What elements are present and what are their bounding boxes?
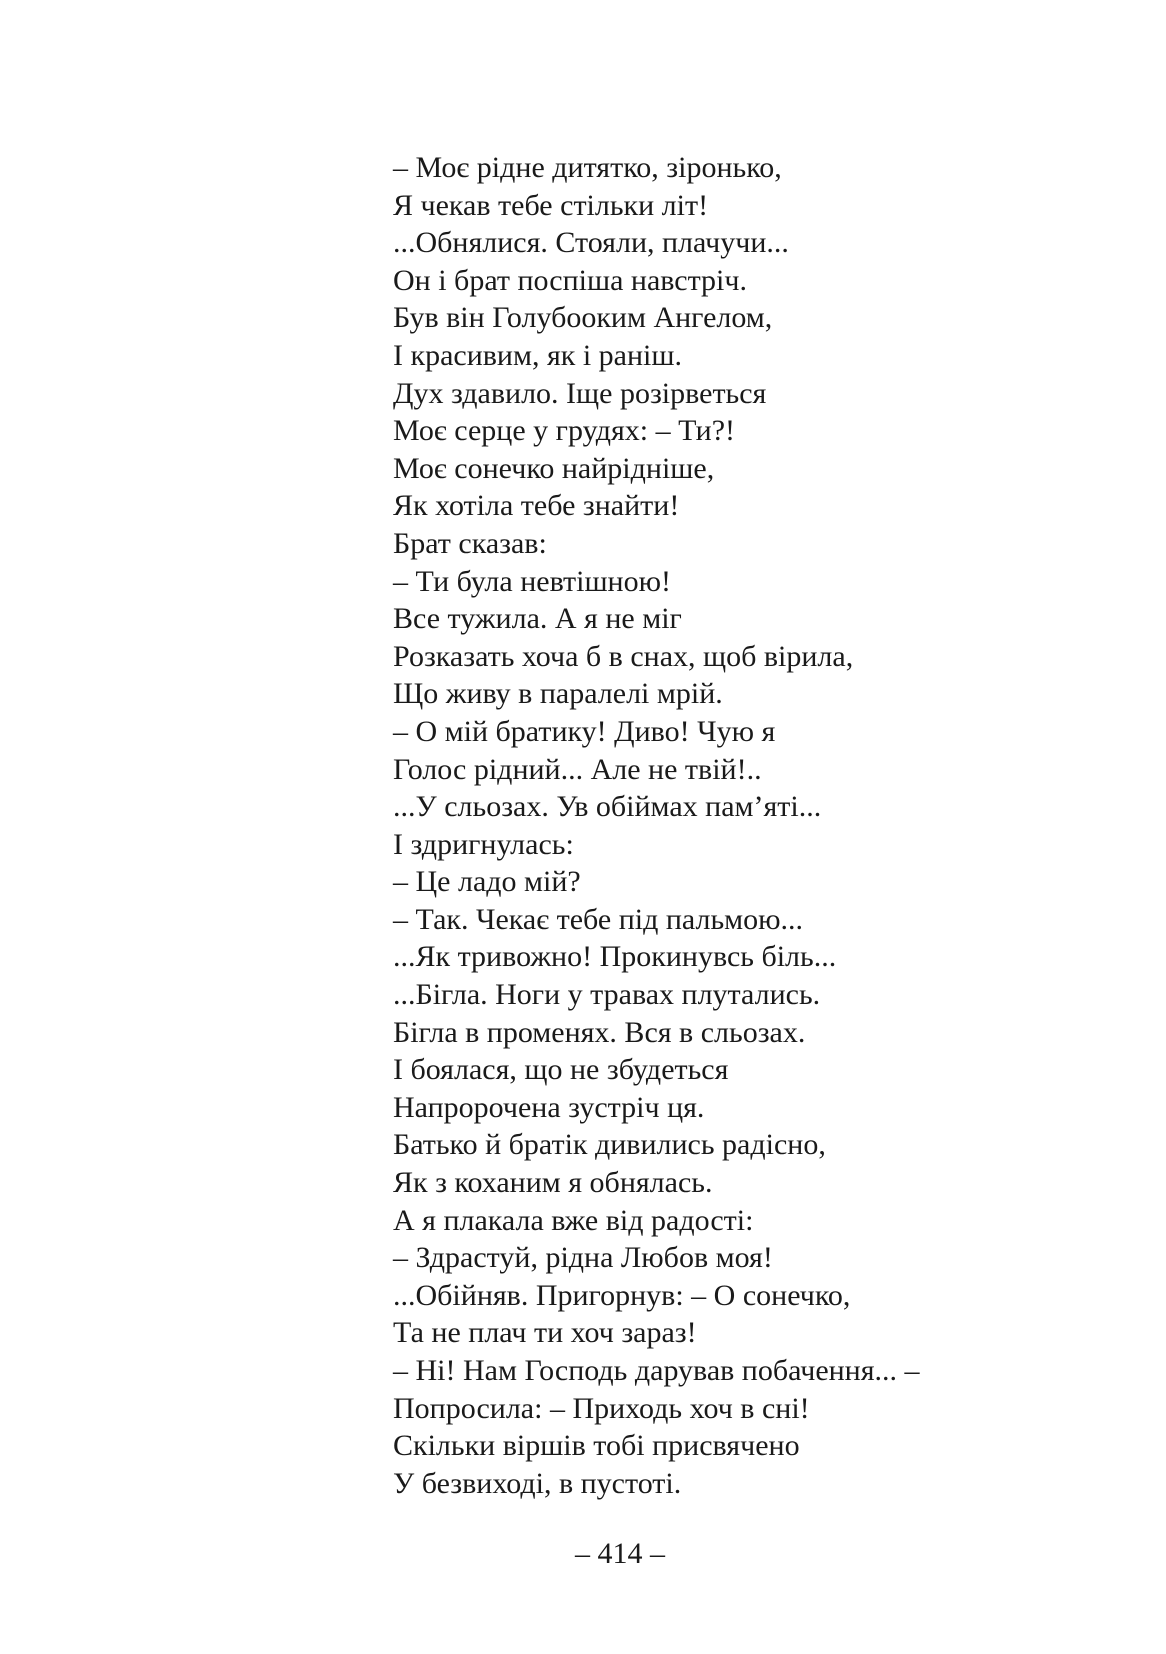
poem-line: Був він Голубооким Ангелом, (393, 301, 773, 335)
poem-line: Попросила: – Приходь хоч в сні! (393, 1391, 810, 1425)
poem-line: Батько й братік дивились радісно, (393, 1128, 826, 1162)
poem-line: І красивим, як і раніш. (393, 338, 682, 372)
poem-line: Як з коханим я обнялась. (393, 1166, 713, 1200)
poem-line: Скільки віршів тобі присвячено (393, 1429, 800, 1463)
poem-line: – Так. Чекає тебе під пальмою... (393, 902, 804, 936)
poem-line: ...Як тривожно! Прокинувсь біль... (393, 940, 837, 974)
poem-line: Розказать хоча б в снах, щоб вірила, (393, 639, 854, 673)
poem-line: – Ти була невтішною! (393, 564, 672, 598)
poem-line: Брат сказав: (393, 526, 547, 560)
poem-line: Як хотіла тебе знайти! (393, 489, 680, 523)
poem-line: І здригнулась: (393, 827, 574, 861)
poem-text (393, 149, 993, 1502)
poem-line: – Моє рідне дитятко, зіронько, (393, 151, 782, 184)
poem-line: – О мій братику! Диво! Чую я (393, 714, 776, 748)
poem-line: У безвиході, в пустоті. (393, 1466, 682, 1500)
poem-line: ...Обійняв. Пригорнув: – О сонечко, (393, 1278, 851, 1312)
poem-line: Напророчена зустріч ця. (393, 1090, 705, 1124)
poem-line: – Ні! Нам Господь дарував побачення... – (393, 1354, 920, 1387)
poem-line: ...У сльозах. Ув обіймах пам’яті... (393, 790, 822, 824)
poem-line: Моє серце у грудях: – Ти?! (393, 414, 736, 448)
poem-line: Голос рідний... Але не твій!.. (393, 752, 762, 786)
poem-line: І боялася, що не збудеться (393, 1053, 729, 1087)
poem-line: Моє сонечко найрідніше, (393, 451, 715, 485)
poem-line: А я плакала вже від радості: (393, 1203, 754, 1237)
poem-line: Он і брат поспіша навстріч. (393, 263, 747, 297)
poem-line: Бігла в променях. Вся в сльозах. (393, 1015, 806, 1049)
page-number: – 414 – (575, 1537, 665, 1570)
poem-line: ...Обнялися. Стояли, плачучи... (393, 226, 789, 260)
poem-line: – Здрастуй, рідна Любов моя! (393, 1241, 773, 1275)
poem-line: ...Бігла. Ноги у травах плутались. (393, 978, 821, 1012)
poem-line: Я чекав тебе стільки літ! (393, 188, 709, 222)
poem-line: Дух здавило. Іще розірветься (393, 376, 767, 410)
poem-line: – Це ладо мій? (393, 865, 581, 899)
poem-line: Все тужила. А я не міг (393, 602, 682, 636)
poem-line: Що живу в паралелі мрій. (393, 677, 723, 711)
poem-line: Та не плач ти хоч зараз! (393, 1316, 697, 1350)
